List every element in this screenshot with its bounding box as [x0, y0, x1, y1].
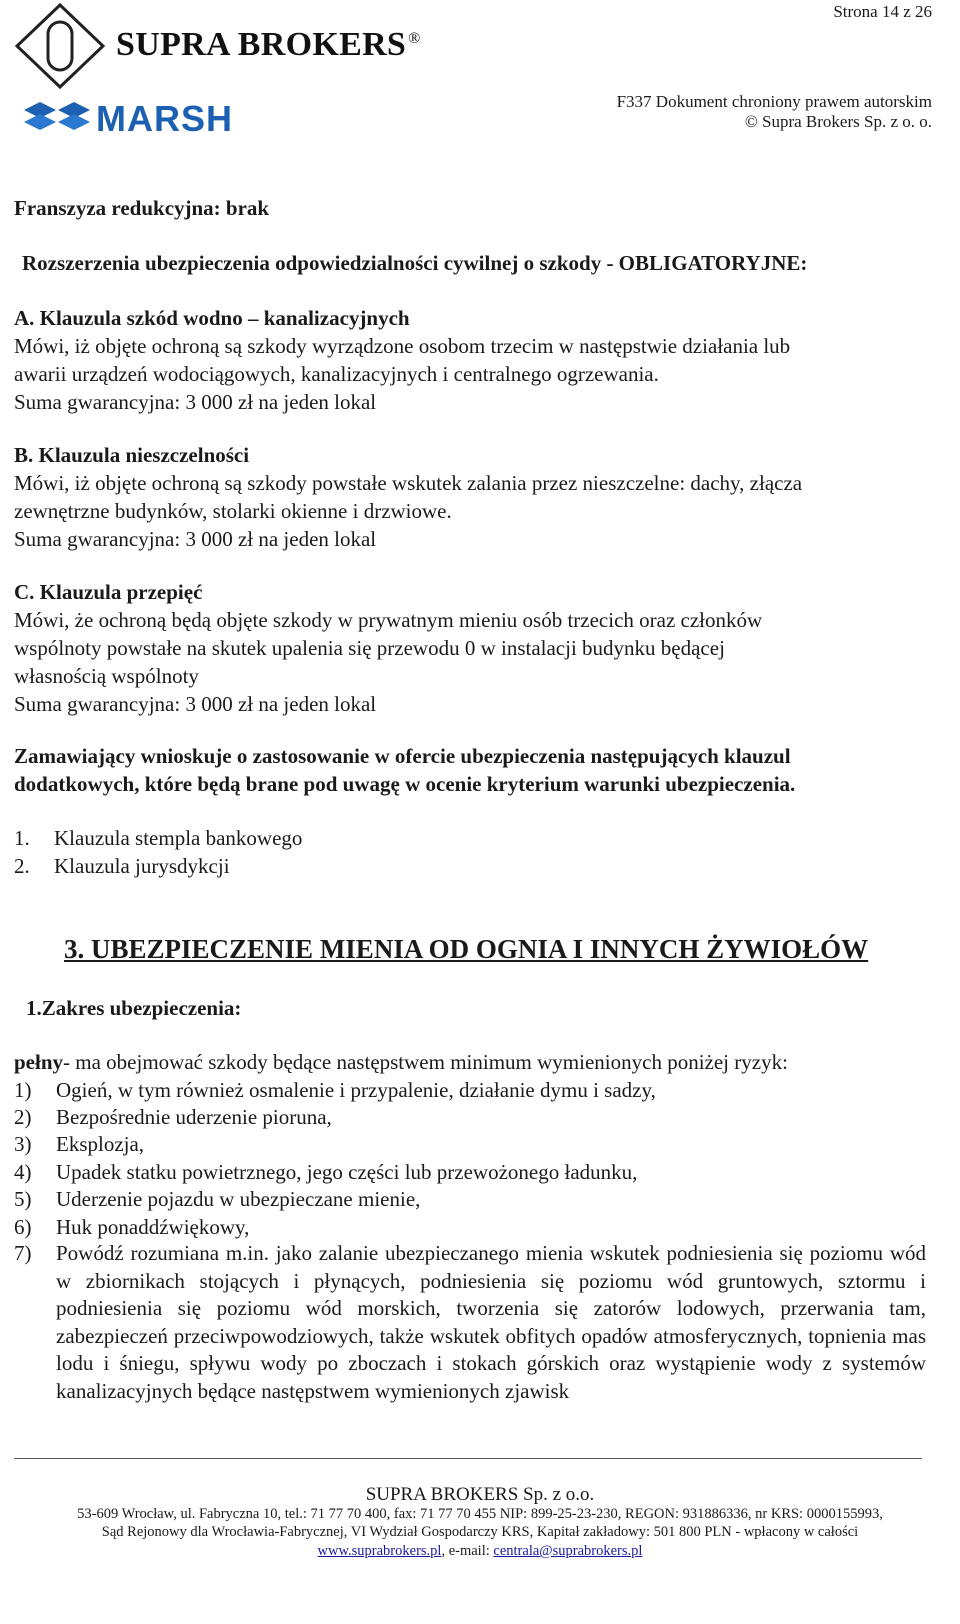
risk-text: Powódź rozumiana m.in. jako zalanie ubezpieczanego mienia wskutek podniesienia się poziomu wód w zbiornikach stojących i płynących, podniesienia się poziomu wód gruntowych, sztormu i podniesienia się poziomu wód morskich, tworzenia się zatorów lodowych, przerwania tam, zabezpieczeń przeciwpowodziowych, także wskutek obfitych opadów atmosferycznych, topnienia mas lodu i śniegu, spływu wody po zboczach i stokach górskich oraz wystąpienie wody z systemów kanalizacyjnych będące następstwem wymienionych zjawisk [56, 1241, 926, 1403]
list-number: 5) [14, 1187, 32, 1211]
full-text: - ma obejmować szkody będące następstwem minimum wymienionych poniżej ryzyk: [63, 1050, 788, 1074]
risk-item [14, 1240, 926, 1405]
extensions-heading: Rozszerzenia ubezpieczenia odpowiedzialności cywilnej o szkody - OBLIGATORYJNE: [22, 251, 808, 275]
risk-text: Uderzenie pojazdu w ubezpieczane mienie, [56, 1187, 421, 1211]
list-text: Klauzula stempla bankowego [54, 826, 303, 850]
supra-brokers-logo-icon [14, 2, 106, 90]
clause-sum: Suma gwarancyjna: 3 000 zł na jeden lokal [14, 692, 377, 716]
request-line: dodatkowych, które będą brane pod uwagę w ocenie kryterium warunki ubezpieczenia. [14, 772, 796, 796]
risk-text: Ogień, w tym również osmalenie i przypalenie, działanie dymu i sadzy, [56, 1078, 656, 1102]
clause-b [14, 441, 926, 553]
clause-sum: Suma gwarancyjna: 3 000 zł na jeden lokal [14, 390, 377, 414]
footer-divider [14, 1458, 922, 1459]
list-item [14, 852, 926, 880]
clause-c [14, 578, 926, 718]
list-item [14, 824, 926, 852]
risk-text: Upadek statku powietrznego, jego części lub przewożonego ładunku, [56, 1160, 638, 1184]
clause-title: B. Klauzula nieszczelności [14, 443, 250, 467]
footer-company: SUPRA BROKERS Sp. z o.o. [365, 1484, 595, 1505]
list-number: 2) [14, 1105, 32, 1129]
risk-item [14, 1103, 926, 1131]
list-number: 6) [14, 1215, 32, 1239]
full-scope-intro [14, 1048, 926, 1076]
list-number: 1. [14, 826, 30, 850]
clause-text-line: awarii urządzeń wodociągowych, kanalizacyjnych i centralnego ogrzewania. [14, 362, 659, 386]
list-text: Klauzula jurysdykcji [54, 854, 230, 878]
risk-text: Huk ponaddźwiękowy, [56, 1215, 250, 1239]
risk-item [14, 1130, 926, 1158]
clause-text-line: Mówi, że ochroną będą objęte szkody w prywatnym mieniu osób trzecich oraz członków [14, 608, 763, 632]
list-number: 3) [14, 1132, 32, 1156]
clause-sum: Suma gwarancyjna: 3 000 zł na jeden lokal [14, 527, 377, 551]
clause-text-line: wspólnoty powstałe na skutek upalenia się przewodu 0 w instalacji budynku będącej [14, 636, 725, 660]
clause-title: C. Klauzula przepięć [14, 580, 203, 604]
list-number: 1) [14, 1078, 32, 1102]
registered-mark: ® [408, 29, 421, 47]
website-link[interactable]: www.suprabrokers.pl [317, 1543, 442, 1559]
clause-title: A. Klauzula szkód wodno – kanalizacyjnych [14, 306, 410, 330]
list-number: 7) [14, 1241, 32, 1265]
footer-contact [0, 1543, 960, 1560]
email-link[interactable]: centrala@suprabrokers.pl [493, 1543, 643, 1559]
clause-text-line: Mówi, iż objęte ochroną są szkody powstałe wskutek zalania przez nieszczelne: dachy, złącza [14, 471, 803, 495]
footer-court: Sąd Rejonowy dla Wrocławia-Fabrycznej, VI Wydział Gospodarczy KRS, Kapitał zakładowy: 501 800 PLN - wpłacony w całości [101, 1524, 859, 1540]
clause-a [14, 304, 926, 416]
document-id: F337 Dokument chroniony prawem autorskim [616, 92, 932, 111]
risk-text: Eksplozja, [56, 1132, 145, 1156]
risk-item [14, 1076, 926, 1104]
risk-item [14, 1158, 926, 1186]
brand-name: SUPRA BROKERS ® [116, 26, 421, 63]
marsh-logo: MARSH [96, 98, 233, 139]
franchise-line: Franszyza redukcyjna: brak [14, 196, 270, 220]
full-label: pełny [14, 1050, 64, 1074]
scope-heading: 1.Zakres ubezpieczenia: [26, 996, 242, 1020]
request-line: Zamawiający wnioskuje o zastosowanie w ofercie ubezpieczenia następujących klauzul [14, 744, 791, 768]
section-title: 3. UBEZPIECZENIE MIENIA OD OGNIA I INNYCH ŻYWIOŁÓW [64, 934, 869, 964]
clause-text-line: zewnętrzne budynków, stolarki okienne i drzwiowe. [14, 499, 452, 523]
risk-item [14, 1185, 926, 1213]
page-number: Strona 14 z 26 [833, 2, 932, 21]
list-number: 4) [14, 1160, 32, 1184]
clause-text-line: własnością wspólnoty [14, 664, 199, 688]
copyright-note: © Supra Brokers Sp. z o. o. [744, 112, 932, 131]
risk-item [14, 1213, 926, 1241]
clause-text-line: Mówi, iż objęte ochroną są szkody wyrządzone osobom trzecim w następstwie działania lub [14, 334, 791, 358]
list-number: 2. [14, 854, 30, 878]
email-label: , e-mail: [441, 1543, 494, 1559]
marsh-logo-icon [22, 100, 92, 134]
footer-address: 53-609 Wrocław, ul. Fabryczna 10, tel.: 71 77 70 400, fax: 71 77 70 455 NIP: 899-25-23-230, REGON: 931886336, nr KRS: 0000155993, [77, 1506, 883, 1522]
additional-clauses-request [14, 742, 926, 798]
risk-text: Bezpośrednie uderzenie pioruna, [56, 1105, 332, 1129]
